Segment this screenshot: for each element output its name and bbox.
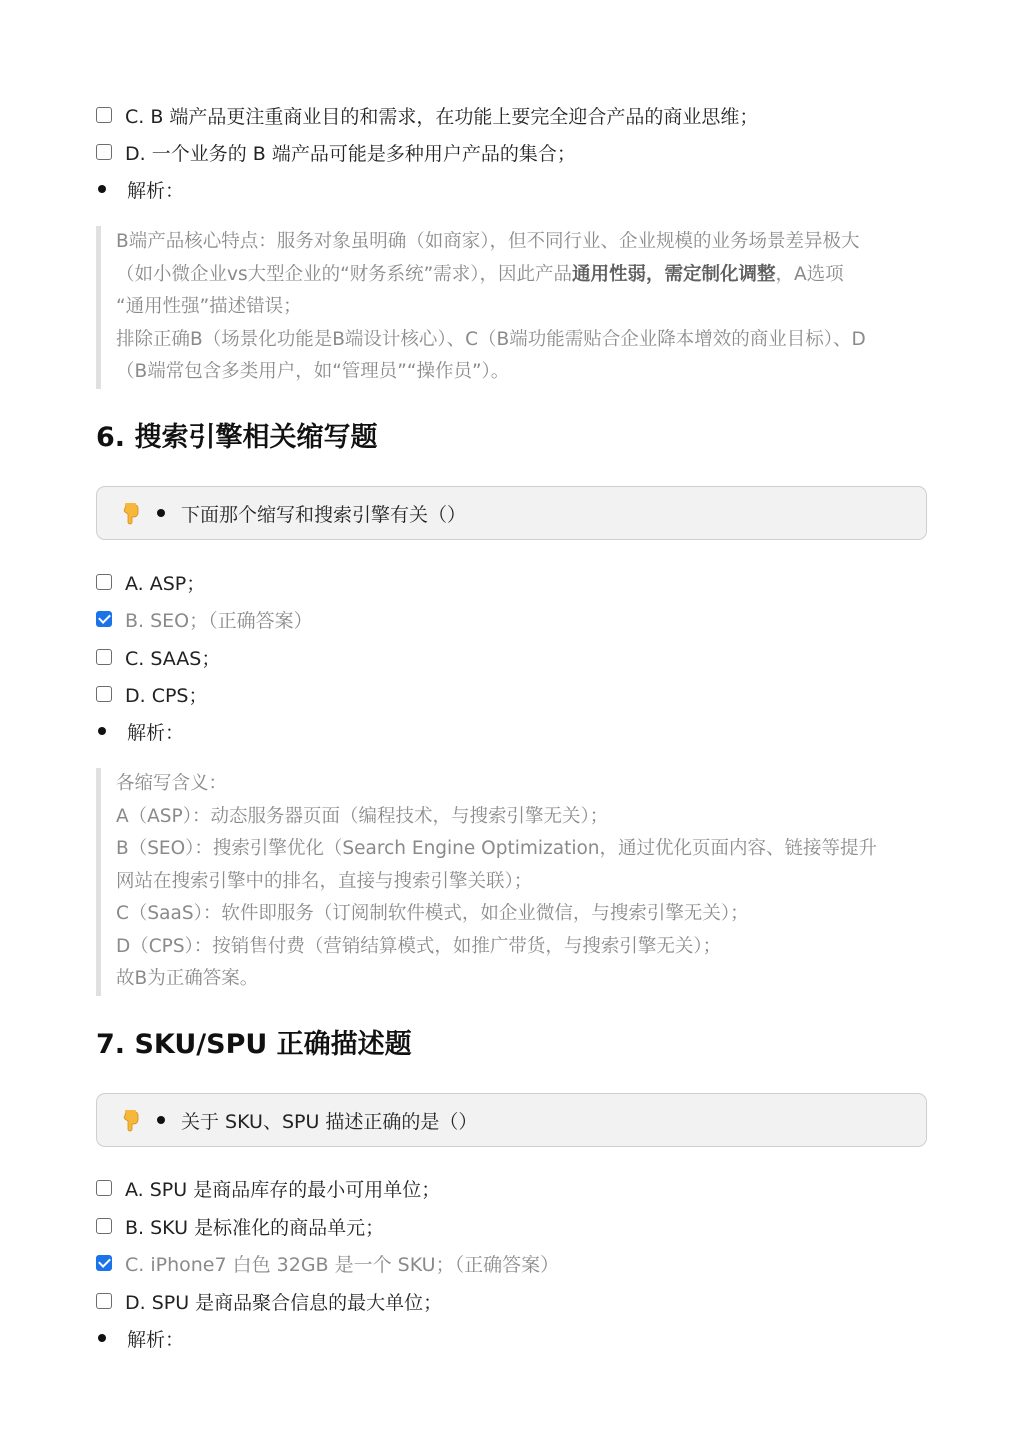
question-heading: 7. SKU/SPU 正确描述题: [96, 1029, 412, 1060]
analysis-bullet: [96, 1323, 184, 1353]
option-b[interactable]: [96, 1211, 384, 1241]
analysis-line: B端产品核心特点：服务对象虽明确（如商家），但不同行业、企业规模的业务场景差异极大: [116, 231, 860, 252]
option-label: A. ASP；: [125, 572, 206, 595]
analysis-quote: [96, 768, 926, 996]
option-c[interactable]: [96, 100, 758, 130]
emphasis-text: 通用性弱，需定制化调整: [572, 263, 776, 285]
checkbox[interactable]: [96, 574, 112, 590]
bullet-dot: [98, 185, 106, 193]
option-a[interactable]: [96, 1173, 440, 1203]
bullet-dot: [157, 1116, 165, 1124]
option-label: B. SKU 是标准化的商品单元；: [125, 1216, 385, 1239]
pointing-down-hand-icon: [119, 501, 143, 525]
option-label: D. SPU 是商品聚合信息的最大单位；: [125, 1291, 443, 1314]
question-callout: [96, 1093, 927, 1147]
option-b-correct[interactable]: [96, 604, 313, 634]
analysis-label: 解析：: [127, 1328, 185, 1351]
analysis-bullet: [96, 716, 184, 746]
pointing-down-hand-icon: [119, 1108, 143, 1132]
analysis-line: （B端常包含多类用户，如“管理员”“操作员”）。: [116, 361, 510, 382]
checkbox[interactable]: [96, 649, 112, 665]
analysis-line: 排除正确B（场景化功能是B端设计核心）、C（B端功能需贴合企业降本增效的商业目标）、D: [116, 328, 866, 350]
checkbox[interactable]: [96, 144, 112, 160]
analysis-line: B（SEO）：搜索引擎优化（Search Engine Optimization，通过优化页面内容、链接等提升: [116, 838, 878, 859]
option-label: C. B 端产品更注重商业目的和需求，在功能上要完全迎合产品的商业思维；: [125, 105, 759, 128]
bullet-dot: [98, 727, 106, 735]
option-d[interactable]: [96, 1286, 442, 1316]
question-prompt: 关于 SKU、SPU 描述正确的是（）: [181, 1110, 478, 1133]
option-c[interactable]: [96, 642, 220, 672]
option-label: D. CPS；: [125, 684, 208, 707]
option-label: C. SAAS；: [125, 647, 221, 670]
analysis-line: 各缩写含义：: [116, 773, 228, 794]
analysis-line: A（ASP）：动态服务器页面（编程技术，与搜索引擎无关）；: [116, 805, 609, 827]
option-label: B. SEO；（正确答案）: [125, 609, 313, 632]
analysis-line: D（CPS）：按销售付费（营销结算模式，如推广带货，与搜索引擎无关）；: [116, 935, 722, 957]
option-a[interactable]: [96, 567, 205, 597]
option-d[interactable]: [96, 137, 576, 167]
analysis-line: “通用性强”描述错误；: [116, 296, 302, 317]
option-d[interactable]: [96, 679, 208, 709]
bullet-dot: [98, 1334, 106, 1342]
checkbox-checked[interactable]: [96, 611, 112, 627]
analysis-line: （如小微企业vs大型企业的“财务系统”需求），因此产品通用性弱，需定制化调整，A选项: [116, 263, 844, 285]
checkbox[interactable]: [96, 1180, 112, 1196]
analysis-line: 网站在搜索引擎中的排名，直接与搜索引擎关联）；: [116, 870, 533, 892]
option-label: D. 一个业务的 B 端产品可能是多种用户产品的集合；: [125, 142, 576, 165]
checkbox[interactable]: [96, 107, 112, 123]
analysis-bullet: [96, 174, 184, 204]
question-prompt: 下面那个缩写和搜索引擎有关（）: [181, 503, 467, 526]
analysis-line: C（SaaS）：软件即服务（订阅制软件模式，如企业微信，与搜索引擎无关）；: [116, 903, 749, 924]
option-label: C. iPhone7 白色 32GB 是一个 SKU；（正确答案）: [125, 1253, 560, 1276]
checkbox[interactable]: [96, 686, 112, 702]
analysis-label: 解析：: [127, 179, 185, 202]
option-label: A. SPU 是商品库存的最小可用单位；: [125, 1178, 441, 1201]
option-c-correct[interactable]: [96, 1248, 559, 1278]
question-callout: [96, 486, 927, 540]
checkbox[interactable]: [96, 1218, 112, 1234]
checkbox-checked[interactable]: [96, 1255, 112, 1271]
analysis-label: 解析：: [127, 721, 185, 744]
analysis-line: 故B为正确答案。: [116, 968, 259, 989]
bullet-dot: [157, 509, 165, 517]
question-heading: 6. 搜索引擎相关缩写题: [96, 422, 378, 453]
analysis-quote: [96, 226, 926, 389]
checkbox[interactable]: [96, 1293, 112, 1309]
